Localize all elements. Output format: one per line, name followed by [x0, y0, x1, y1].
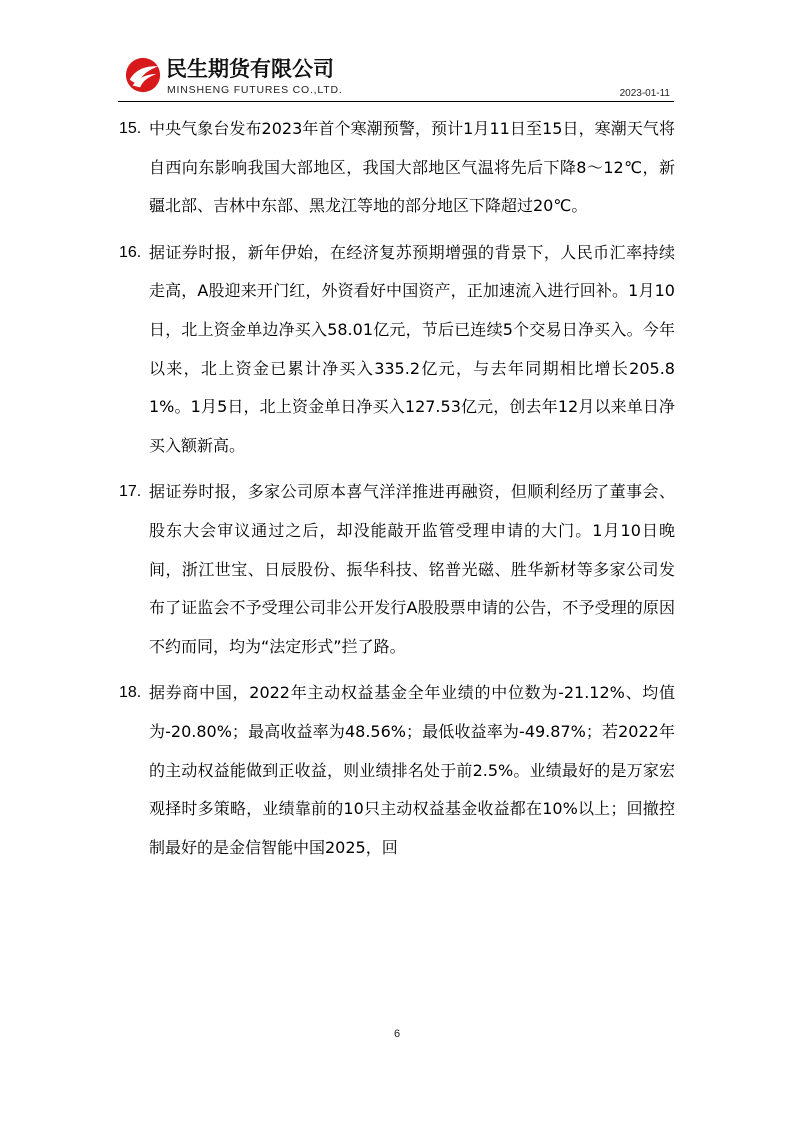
news-item-text: 据证券时报，多家公司原本喜气洋洋推进再融资，但顺利经历了董事会、股东大会审议通过之后，却没能敲开监管受理申请的大门。1月10日晚间，浙江世宝、日辰股份、振华科技、铭普光磁、胜华新材等多家公司发布了证监会不予受理公司非公开发行A股股票申请的公告，不予受理的原因不约而同，均为“法定形式”拦了路。 — [149, 482, 675, 656]
news-item-text: 据证券时报，新年伊始，在经济复苏预期增强的背景下，人民币汇率持续走高，A股迎来开门红，外资看好中国资产，正加速流入进行回补。1月10日，北上资金单边净买入58.01亿元，节后已连续5个交易日净买入。今年以来，北上资金已累计净买入335.2亿元，与去年同期相比增长205.81%。1月5日，北上资金单日净买入127.53亿元，创去年12月以来单日净买入额新高。 — [149, 242, 675, 455]
news-item-number: 17. — [119, 483, 142, 501]
news-item-number: 15. — [119, 120, 142, 137]
report-date: 2023-01-11 — [619, 88, 670, 99]
header-divider — [118, 101, 674, 102]
news-item-text: 中央气象台发布2023年首个寒潮预警，预计1月11日至15日，寒潮天气将自西向东影响我国大部地区，我国大部地区气温将先后下降8～12℃，新疆北部、吉林中东部、黑龙江等地的部分地区下降超过20℃。 — [149, 119, 675, 216]
news-item-16 — [119, 234, 675, 466]
minsheng-logo-icon — [124, 56, 162, 94]
news-item-number: 16. — [119, 243, 142, 261]
news-list — [119, 110, 675, 875]
news-item-text: 据券商中国，2022年主动权益基金全年业绩的中位数为-21.12%、均值为-20.80%；最高收益率为48.56%；最低收益率为-49.87%；若2022年的主动权益能做到正收益，则业绩排名处于前2.5%。业绩最好的是万家宏观择时多策略，业绩靠前的10只主动权益基金收益都在10%以上；回撤控制最好的是金信智能中国2025，回 — [149, 683, 675, 857]
news-item-number: 18. — [119, 684, 142, 702]
news-item-17 — [119, 473, 675, 666]
company-name-en: MINSHENG FUTURES CO.,LTD. — [167, 84, 343, 96]
news-item-15 — [119, 110, 675, 226]
page-header — [118, 52, 674, 104]
page-number: 6 — [393, 1028, 401, 1040]
company-name-cn: 民生期货有限公司 — [166, 57, 334, 81]
news-item-18 — [119, 674, 675, 867]
